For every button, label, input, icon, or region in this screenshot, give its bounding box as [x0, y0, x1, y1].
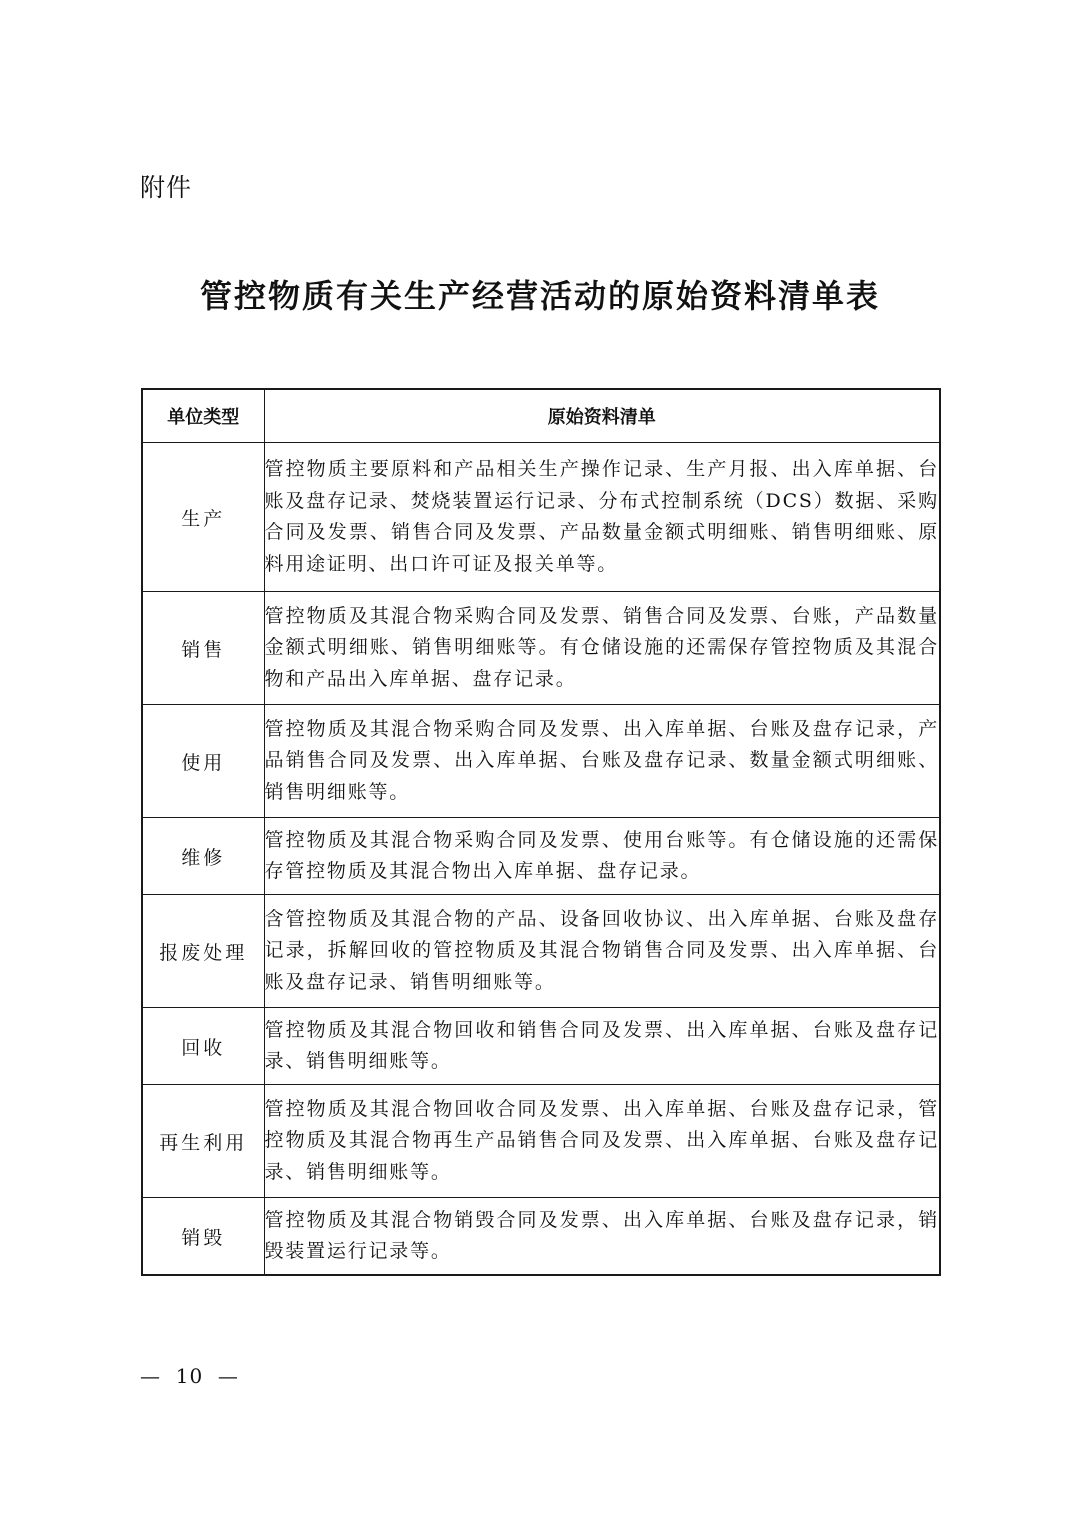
unit-type-cell: 报废处理 [142, 895, 264, 1008]
table-row [142, 818, 940, 895]
unit-type-cell: 再生利用 [142, 1085, 264, 1198]
materials-list-cell: 管控物质及其混合物采购合同及发票、销售合同及发票、台账，产品数量金额式明细账、销售明细账等。有仓储设施的还需保存管控物质及其混合物和产品出入库单据、盘存记录。 [264, 592, 940, 705]
materials-list-cell: 含管控物质及其混合物的产品、设备回收协议、出入库单据、台账及盘存记录，拆解回收的管控物质及其混合物销售合同及发票、出入库单据、台账及盘存记录、销售明细账等。 [264, 895, 940, 1008]
table-row [142, 1085, 940, 1198]
table-row [142, 592, 940, 705]
attachment-label: 附件 [140, 173, 193, 202]
unit-type-cell: 生产 [142, 443, 264, 592]
page-number: — 10 — [140, 1364, 239, 1388]
unit-type-cell: 销售 [142, 592, 264, 705]
materials-list-cell: 管控物质及其混合物回收和销售合同及发票、出入库单据、台账及盘存记录、销售明细账等。 [264, 1008, 940, 1085]
table-row [142, 1008, 940, 1085]
materials-list-cell: 管控物质及其混合物销毁合同及发票、出入库单据、台账及盘存记录，销毁装置运行记录等。 [264, 1198, 940, 1276]
table-header-row [142, 389, 940, 443]
document-title: 管控物质有关生产经营活动的原始资料清单表 [199, 277, 880, 315]
materials-list-cell: 管控物质主要原料和产品相关生产操作记录、生产月报、出入库单据、台账及盘存记录、焚烧装置运行记录、分布式控制系统（DCS）数据、采购合同及发票、销售合同及发票、产品数量金额式明细账、销售明细账、原料用途证明、出口许可证及报关单等。 [264, 443, 940, 592]
column-header-raw-materials-list: 原始资料清单 [264, 389, 940, 443]
table-row [142, 895, 940, 1008]
table-row [142, 443, 940, 592]
materials-list-cell: 管控物质及其混合物回收合同及发票、出入库单据、台账及盘存记录，管控物质及其混合物再生产品销售合同及发票、出入库单据、台账及盘存记录、销售明细账等。 [264, 1085, 940, 1198]
column-header-unit-type: 单位类型 [142, 389, 264, 443]
materials-list-cell: 管控物质及其混合物采购合同及发票、出入库单据、台账及盘存记录，产品销售合同及发票、出入库单据、台账及盘存记录、数量金额式明细账、销售明细账等。 [264, 705, 940, 818]
unit-type-cell: 使用 [142, 705, 264, 818]
table-row [142, 1198, 940, 1276]
materials-list-cell: 管控物质及其混合物采购合同及发票、使用台账等。有仓储设施的还需保存管控物质及其混合物出入库单据、盘存记录。 [264, 818, 940, 895]
unit-type-cell: 回收 [142, 1008, 264, 1085]
unit-type-cell: 销毁 [142, 1198, 264, 1276]
table-row [142, 705, 940, 818]
raw-materials-list-table [141, 388, 941, 1276]
unit-type-cell: 维修 [142, 818, 264, 895]
